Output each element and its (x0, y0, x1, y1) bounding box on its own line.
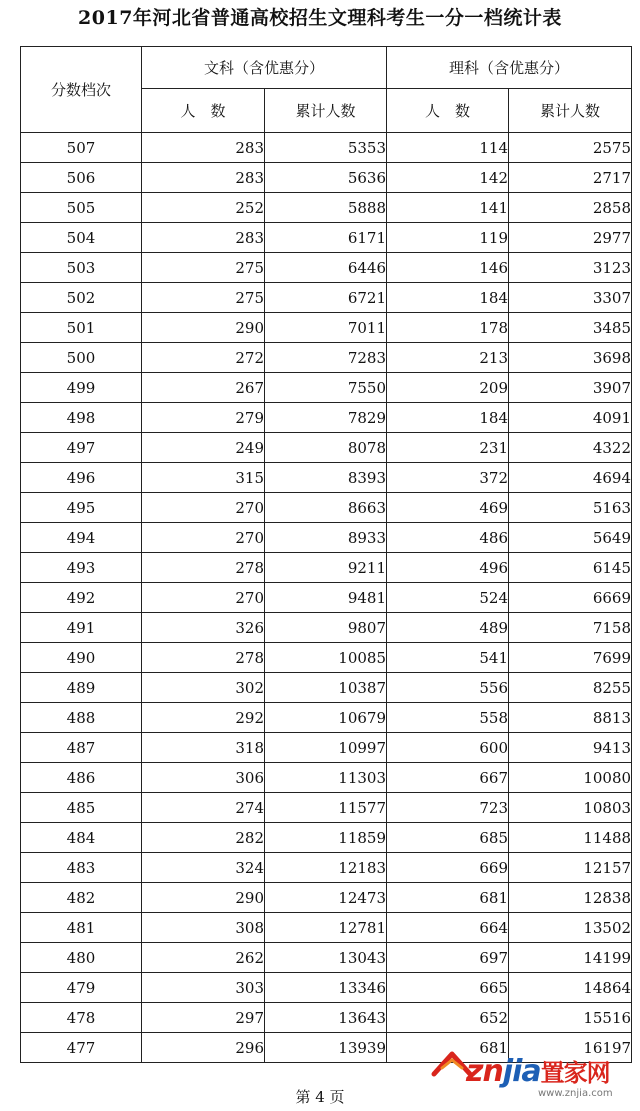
table-row (21, 313, 632, 343)
table-row (21, 193, 632, 223)
cell-wen-cumulative: 7283 (265, 343, 387, 373)
cell-wen-cumulative: 11303 (265, 763, 387, 793)
cell-wen-count: 274 (142, 793, 265, 823)
cell-score: 488 (21, 703, 142, 733)
table-row (21, 883, 632, 913)
cell-wen-cumulative: 13939 (265, 1033, 387, 1063)
cell-wen-count: 249 (142, 433, 265, 463)
table-row (21, 253, 632, 283)
page-number: 第 4 页 (295, 1088, 345, 1106)
cell-wen-cumulative: 10085 (265, 643, 387, 673)
cell-li-cumulative: 13502 (509, 913, 632, 943)
cell-li-cumulative: 10803 (509, 793, 632, 823)
table-row (21, 943, 632, 973)
cell-li-cumulative: 5163 (509, 493, 632, 523)
table-row (21, 373, 632, 403)
cell-wen-count: 270 (142, 583, 265, 613)
cell-li-cumulative: 9413 (509, 733, 632, 763)
cell-li-count: 685 (387, 823, 509, 853)
cell-li-count: 469 (387, 493, 509, 523)
cell-wen-count: 315 (142, 463, 265, 493)
table-row (21, 643, 632, 673)
cell-li-count: 664 (387, 913, 509, 943)
table-row (21, 763, 632, 793)
header-li-count: 人 数 (387, 89, 509, 133)
cell-wen-count: 324 (142, 853, 265, 883)
cell-li-cumulative: 8813 (509, 703, 632, 733)
cell-wen-count: 326 (142, 613, 265, 643)
cell-wen-count: 252 (142, 193, 265, 223)
cell-score: 495 (21, 493, 142, 523)
cell-score: 479 (21, 973, 142, 1003)
cell-wen-cumulative: 11859 (265, 823, 387, 853)
cell-li-count: 184 (387, 403, 509, 433)
cell-score: 484 (21, 823, 142, 853)
header-wen-cumulative: 累计人数 (265, 89, 387, 133)
cell-score: 489 (21, 673, 142, 703)
cell-wen-cumulative: 12473 (265, 883, 387, 913)
table-row (21, 1033, 632, 1063)
cell-wen-cumulative: 13043 (265, 943, 387, 973)
cell-wen-cumulative: 13346 (265, 973, 387, 1003)
cell-score: 490 (21, 643, 142, 673)
cell-wen-count: 278 (142, 553, 265, 583)
cell-wen-count: 283 (142, 223, 265, 253)
cell-score: 491 (21, 613, 142, 643)
cell-li-cumulative: 3907 (509, 373, 632, 403)
cell-li-count: 489 (387, 613, 509, 643)
cell-li-cumulative: 6669 (509, 583, 632, 613)
table-row (21, 583, 632, 613)
cell-score: 507 (21, 133, 142, 163)
cell-wen-count: 306 (142, 763, 265, 793)
cell-score: 503 (21, 253, 142, 283)
cell-li-cumulative: 12157 (509, 853, 632, 883)
cell-wen-count: 283 (142, 133, 265, 163)
cell-wen-cumulative: 10997 (265, 733, 387, 763)
cell-wen-count: 275 (142, 283, 265, 313)
cell-wen-cumulative: 13643 (265, 1003, 387, 1033)
cell-li-count: 114 (387, 133, 509, 163)
cell-li-cumulative: 14199 (509, 943, 632, 973)
cell-wen-count: 290 (142, 313, 265, 343)
cell-li-count: 146 (387, 253, 509, 283)
table-row (21, 463, 632, 493)
table-row (21, 703, 632, 733)
cell-wen-count: 318 (142, 733, 265, 763)
cell-li-count: 486 (387, 523, 509, 553)
cell-wen-count: 279 (142, 403, 265, 433)
cell-score: 482 (21, 883, 142, 913)
cell-score: 485 (21, 793, 142, 823)
cell-li-cumulative: 10080 (509, 763, 632, 793)
cell-li-cumulative: 2858 (509, 193, 632, 223)
cell-li-cumulative: 11488 (509, 823, 632, 853)
cell-wen-count: 278 (142, 643, 265, 673)
table-row (21, 493, 632, 523)
cell-li-cumulative: 4091 (509, 403, 632, 433)
cell-score: 486 (21, 763, 142, 793)
cell-score: 480 (21, 943, 142, 973)
cell-li-count: 558 (387, 703, 509, 733)
cell-wen-cumulative: 10387 (265, 673, 387, 703)
cell-score: 497 (21, 433, 142, 463)
cell-li-count: 213 (387, 343, 509, 373)
cell-li-cumulative: 15516 (509, 1003, 632, 1033)
cell-wen-cumulative: 5353 (265, 133, 387, 163)
table-row (21, 433, 632, 463)
cell-wen-count: 308 (142, 913, 265, 943)
cell-wen-count: 292 (142, 703, 265, 733)
cell-wen-count: 296 (142, 1033, 265, 1063)
cell-wen-cumulative: 8078 (265, 433, 387, 463)
cell-li-count: 141 (387, 193, 509, 223)
cell-li-count: 209 (387, 373, 509, 403)
header-wen-count: 人 数 (142, 89, 265, 133)
table-row (21, 553, 632, 583)
table-row (21, 283, 632, 313)
cell-li-count: 142 (387, 163, 509, 193)
cell-score: 487 (21, 733, 142, 763)
cell-li-count: 665 (387, 973, 509, 1003)
cell-li-count: 681 (387, 1033, 509, 1063)
cell-wen-cumulative: 11577 (265, 793, 387, 823)
cell-score: 506 (21, 163, 142, 193)
cell-li-count: 556 (387, 673, 509, 703)
cell-li-count: 184 (387, 283, 509, 313)
cell-wen-cumulative: 6446 (265, 253, 387, 283)
watermark-brand-part2: jia (502, 1054, 541, 1089)
cell-wen-cumulative: 6721 (265, 283, 387, 313)
score-distribution-table (20, 46, 632, 1063)
cell-li-count: 681 (387, 883, 509, 913)
cell-wen-count: 290 (142, 883, 265, 913)
cell-li-cumulative: 7158 (509, 613, 632, 643)
table-row (21, 403, 632, 433)
cell-li-count: 372 (387, 463, 509, 493)
cell-score: 502 (21, 283, 142, 313)
cell-li-cumulative: 3698 (509, 343, 632, 373)
cell-wen-cumulative: 9481 (265, 583, 387, 613)
page-title: 2017年河北省普通高校招生文理科考生一分一档统计表 (78, 7, 562, 29)
cell-score: 499 (21, 373, 142, 403)
cell-li-cumulative: 8255 (509, 673, 632, 703)
cell-li-cumulative: 4694 (509, 463, 632, 493)
cell-wen-count: 272 (142, 343, 265, 373)
table-row (21, 673, 632, 703)
cell-li-count: 667 (387, 763, 509, 793)
cell-wen-cumulative: 8393 (265, 463, 387, 493)
cell-score: 481 (21, 913, 142, 943)
cell-score: 500 (21, 343, 142, 373)
cell-wen-cumulative: 9211 (265, 553, 387, 583)
table-row (21, 823, 632, 853)
table-row (21, 1003, 632, 1033)
cell-li-count: 178 (387, 313, 509, 343)
header-score-level: 分数档次 (21, 47, 142, 133)
cell-li-count: 600 (387, 733, 509, 763)
header-group-li: 理科（含优惠分） (387, 47, 632, 89)
header-li-cumulative: 累计人数 (509, 89, 632, 133)
cell-li-count: 231 (387, 433, 509, 463)
cell-li-cumulative: 3123 (509, 253, 632, 283)
table-row (21, 853, 632, 883)
table-row (21, 163, 632, 193)
cell-score: 496 (21, 463, 142, 493)
cell-wen-count: 267 (142, 373, 265, 403)
watermark-domain: www.znjia.com (538, 1088, 613, 1099)
cell-wen-count: 283 (142, 163, 265, 193)
cell-wen-count: 262 (142, 943, 265, 973)
header-group-wen: 文科（含优惠分） (142, 47, 387, 89)
table-row (21, 613, 632, 643)
cell-li-cumulative: 3485 (509, 313, 632, 343)
table-row (21, 733, 632, 763)
cell-wen-count: 275 (142, 253, 265, 283)
cell-li-count: 541 (387, 643, 509, 673)
cell-score: 504 (21, 223, 142, 253)
table-row (21, 223, 632, 253)
cell-score: 492 (21, 583, 142, 613)
cell-score: 477 (21, 1033, 142, 1063)
cell-li-count: 723 (387, 793, 509, 823)
table-row (21, 133, 632, 163)
cell-wen-cumulative: 5888 (265, 193, 387, 223)
cell-wen-cumulative: 7550 (265, 373, 387, 403)
cell-wen-count: 270 (142, 523, 265, 553)
table-body (21, 133, 632, 1063)
cell-li-count: 669 (387, 853, 509, 883)
cell-wen-cumulative: 12781 (265, 913, 387, 943)
cell-score: 505 (21, 193, 142, 223)
cell-li-count: 652 (387, 1003, 509, 1033)
cell-score: 498 (21, 403, 142, 433)
cell-li-cumulative: 3307 (509, 283, 632, 313)
table-row (21, 913, 632, 943)
cell-li-cumulative: 14864 (509, 973, 632, 1003)
cell-wen-count: 282 (142, 823, 265, 853)
cell-li-cumulative: 2575 (509, 133, 632, 163)
cell-wen-count: 302 (142, 673, 265, 703)
cell-li-count: 496 (387, 553, 509, 583)
table-row (21, 343, 632, 373)
table-row (21, 793, 632, 823)
cell-wen-cumulative: 8663 (265, 493, 387, 523)
cell-li-cumulative: 7699 (509, 643, 632, 673)
table-row (21, 973, 632, 1003)
cell-score: 483 (21, 853, 142, 883)
cell-wen-cumulative: 7011 (265, 313, 387, 343)
cell-li-cumulative: 2717 (509, 163, 632, 193)
cell-li-cumulative: 4322 (509, 433, 632, 463)
cell-li-cumulative: 5649 (509, 523, 632, 553)
cell-wen-cumulative: 7829 (265, 403, 387, 433)
cell-score: 501 (21, 313, 142, 343)
cell-wen-cumulative: 8933 (265, 523, 387, 553)
cell-wen-cumulative: 9807 (265, 613, 387, 643)
watermark-brand-part1: zn (466, 1054, 503, 1089)
cell-wen-count: 270 (142, 493, 265, 523)
cell-li-cumulative: 16197 (509, 1033, 632, 1063)
cell-li-cumulative: 6145 (509, 553, 632, 583)
cell-wen-cumulative: 5636 (265, 163, 387, 193)
cell-score: 494 (21, 523, 142, 553)
table-header-row (21, 47, 632, 89)
cell-wen-count: 297 (142, 1003, 265, 1033)
cell-li-count: 524 (387, 583, 509, 613)
cell-li-cumulative: 2977 (509, 223, 632, 253)
cell-wen-count: 303 (142, 973, 265, 1003)
cell-score: 478 (21, 1003, 142, 1033)
cell-score: 493 (21, 553, 142, 583)
cell-wen-cumulative: 6171 (265, 223, 387, 253)
cell-wen-cumulative: 10679 (265, 703, 387, 733)
watermark-brand-cn: 置家网 (540, 1059, 610, 1087)
cell-li-count: 697 (387, 943, 509, 973)
table-row (21, 523, 632, 553)
cell-li-cumulative: 12838 (509, 883, 632, 913)
cell-li-count: 119 (387, 223, 509, 253)
cell-wen-cumulative: 12183 (265, 853, 387, 883)
